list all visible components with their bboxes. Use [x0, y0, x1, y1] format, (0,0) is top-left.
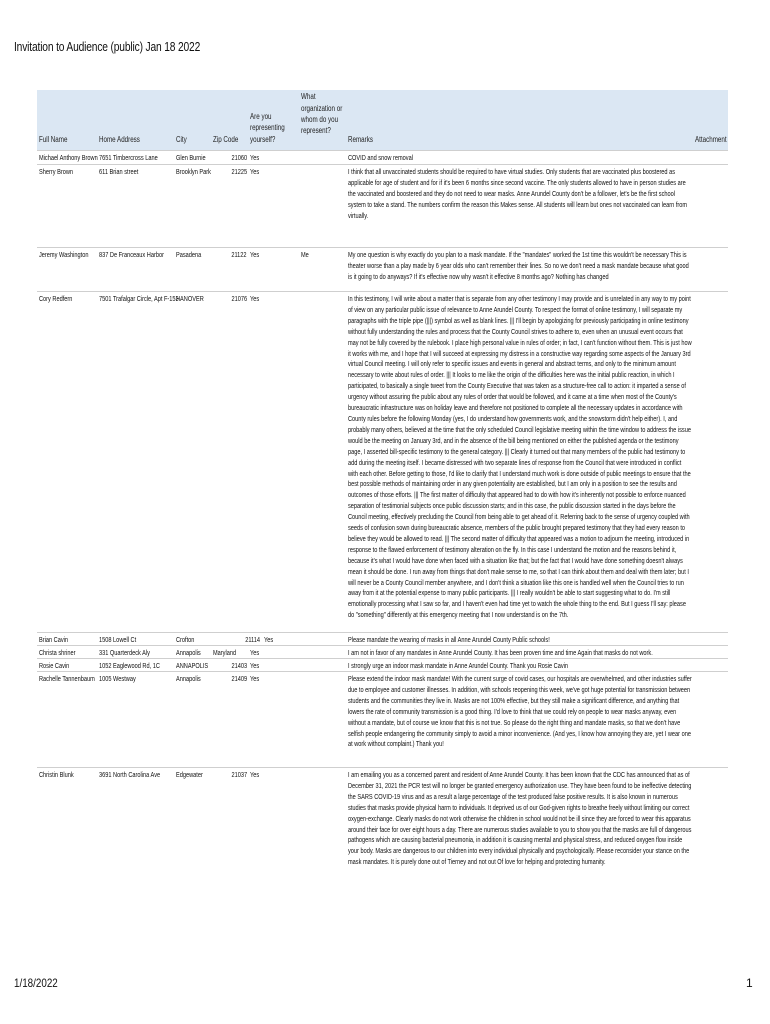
cell-home-address: 7651 Timbercross Lane: [99, 153, 158, 162]
cell-full-name: Jeremy Washington: [39, 250, 89, 259]
cell-remarks: COVID and snow removal: [348, 153, 413, 162]
cell-city: Annapolis: [176, 648, 201, 657]
cell-home-address: 1005 Westway: [99, 674, 136, 683]
cell-remarks: I think that all unvaccinated students should be required to have virtual studies. Only students that are vaccinated plus boostered as applicable for age of student and for if it's been 6 months since second vaccine. The only students allowed to have in person studies are the vaccinated and boostered and they do not need to wear masks. Anne Arundel County don't be a follower, let's be the first school system to take a stand. The numbers confirm the reason this Makes sense. All students will learn but ones not vaccinated can learn from virtually.: [348, 167, 688, 220]
header-representing-line2: representing: [250, 123, 285, 132]
cell-city: Glen Burnie: [176, 153, 206, 162]
cell-full-name: Sherry Brown: [39, 167, 74, 176]
table-row: [37, 247, 728, 292]
cell-remarks: Please extend the indoor mask mandate! With the current surge of covid cases, our hospitals are overwhelmed, and other industries suffer due to employee and customer illnesses. In addition, with schools reopening this week, we've got huge potential for transmission between students and the communities they live in. Masks are not 100% effective, but they still make a significant difference, and anything that lowers the rate of community transmission is a good thing. I'd love to think that we could rely on people to wear masks anyway, even without a mandate, but of course we know that this is not true. So please do the right thing and mandate masks, so that we don't have selfish people endangering the community simply to avoid a minor inconvenience. (And yes, I know how annoying they are, yet I wear one at work without complaint.) Thank you!: [348, 674, 692, 749]
cell-representing: Yes: [250, 770, 260, 779]
document-title: Invitation to Audience (public) Jan 18 2022: [14, 40, 201, 54]
cell-city: Annapolis: [176, 674, 201, 683]
cell-state: Maryland: [213, 648, 237, 657]
cell-representing: Yes: [250, 661, 260, 670]
header-organization-line1: What: [301, 92, 316, 101]
cell-home-address: 3691 North Carolina Ave: [99, 770, 161, 779]
cell-home-address: 611 Brian street: [99, 167, 139, 176]
cell-representing: Yes: [250, 250, 260, 259]
cell-zip-code: 21409: [231, 674, 247, 683]
table-row: [37, 150, 728, 165]
header-organization-line2: organization or: [301, 104, 343, 113]
footer-date: 1/18/2022: [14, 976, 58, 990]
table-row: [37, 671, 728, 758]
cell-representing: Yes: [250, 167, 260, 176]
cell-representing: Yes: [250, 674, 260, 683]
table-header: [37, 90, 728, 150]
cell-full-name: Rosie Cavin: [39, 661, 70, 670]
cell-home-address: 331 Quarterdeck Aly: [99, 648, 150, 657]
cell-remarks: In this testimony, I will write about a matter that is separate from any other testimony I may provide and is unrelated in any way to my point of view on any particular public issue of relevance to Anne Arundel County. To respect the format of online testimony, I will separate my paragraphs with the triple pipe (|||) symbol as well as blank lines. ||| I'll begin by apologizing for previously participating in online testimony without fully understanding the rules and process that the County Council strives to adhere to, even when an unusual event occurs that may not be fully covered by the rulebook. I place high personal value in rules of order; in fact, I can't function without them. This is just how it works with me, and I hope that I will succeed at expressing my distress in a constructive way regarding some aspects of the January 3rd virtual Council meeting. I will only refer to specific issues and events in general and abstract terms, and only to the minimum amount necessary to write about rules of order. ||| It looks to me like the origin of the difficulties here was the initial public reaction, in which I participated, to basically a single tweet from the County Executive that was taken as a structure-free call to action: it imparted a sense of urgency without assuring the public about any rules of order that would be followed, and it came at a time when most of the County's bureaucratic infrastructure was on holiday leave and therefore not positioned to complete all the necessary updates in accordance with County rules before the following Monday (yes, I do understand how governments work, and the snowstorm didn't help either). I, and probably many others, believed at the time that the only scheduled Council legislative meeting within the time window to address the issue would be the meeting on January 3rd, and in the absence of the bill being mentioned on either the published agenda or the testimony page, I asserted bill-specific testimony to the general category. ||| Clearly it turned out that many members of the public had testimony to add during the meeting itself. I became distressed with two separate lines of response from the Council that were introduced in conflict with each other. Before getting to those, I'd like to clarify that I understand much work is done outside of public meetings to ensure that the best possible methods of maintaining order in any given potentiality are established, but I am only in a position to see the results and outcomes of those efforts. ||| The first matter of difficulty that appeared had to do with how it's inherently not possible to enforce nuanced separation of testimonial subjects once public discussion starts; and in this case, the public discussion started in the days before the Council meeting, effectively precluding the Council from being able to get ahead of it. Referring back to the sense of urgency coupled with seeds of confusion sown during bureaucratic absence, members of the public brought prepared testimony that they had every reason to believe they would be allowed to read. ||| The second matter of difficulty that appeared was a motion to adjourn the meeting, introduced in response to the flawed enforcement of testimony alteration on the fly. In this case I understand the motion and the reasons behind it, because it's what I would have done when faced with a situation like that; but the fact that I would have done something doesn't always mean it should be done. I run away from things that don't make sense to me, so that I can think about them and deal with them later; but I will never be a County Council member anywhere, and I don't think a situation like this one is handled well when the Council tries to run away from it at the potential expense to many public participants. ||| I really wouldn't be able to start suggesting what to do. I'm still emotionally processing what I saw so far, and I haven't even had time yet to watch the whole thing to the end. But I guess I'll say: please do "something" differently at this emergency meeting that I now understand is on the 7th.: [348, 294, 692, 620]
header-representing-line3: yourself?: [250, 135, 276, 144]
table-row: [37, 658, 728, 672]
cell-zip-code: 21037: [231, 770, 247, 779]
cell-zip-code: 21076: [231, 294, 247, 303]
cell-zip-code: 21122: [231, 250, 247, 259]
cell-representing: Yes: [250, 294, 260, 303]
header-organization-line3: whom do you: [301, 115, 339, 124]
cell-remarks: I am emailing you as a concerned parent and resident of Anne Arundel County. It has been known that the CDC has announced that as of December 31, 2021 the PCR test will no longer be granted emergency authorization use. They have been found to be ineffective detecting the SARS COVID-19 virus and as a result a large percentage of the test produced false positive results. It is also known in numerous studies that masks provide physical harm to individuals. It deprived us of our God-given rights to breathe freely without limiting our correct oxygen-exchange. Clearly masks do not work otherwise the children in school would not be ill since they are forced to wear this apparatus around their face for over eight hours a day. There are numerous studies available to you to show you that the masks are full of dangerous pathogens which are causing bacterial pneumonia, in addition it is causing mental and physical stress, and reduced oxygen flow inside your body. Masks are dangerous to our children into every individual physically and psychologically. Please reconsider your stance on the mask mandates. It is purely done out of Tierney and not out Of love for helping and protecting humanity.: [348, 770, 692, 867]
header-organization-line4: represent?: [301, 126, 331, 135]
cell-zip-code: 21225: [231, 167, 247, 176]
header-remarks: Remarks: [348, 135, 373, 144]
cell-representing: Yes: [250, 648, 260, 657]
header-zip-code: Zip Code: [213, 135, 239, 144]
header-representing-line1: Are you: [250, 112, 272, 121]
header-city: City: [176, 135, 187, 144]
header-attachment: Attachment: [695, 135, 727, 144]
cell-home-address: 1052 Eaglewood Rd, 1C: [99, 661, 160, 670]
cell-home-address: 7501 Trafalgar Circle, Apt F-153: [99, 294, 179, 303]
table-row: [37, 632, 728, 646]
cell-home-address: 837 De Franceaux Harbor: [99, 250, 164, 259]
cell-full-name: Cory Redfern: [39, 294, 73, 303]
header-full-name: Full Name: [39, 135, 68, 144]
cell-remarks: Please mandate the wearing of masks in all Anne Arundel County Public schools!: [348, 635, 550, 644]
cell-remarks: I am not in favor of any mandates in Anne Arundel County. It has been proven time and time Again that masks do not work.: [348, 648, 653, 657]
cell-city: Crofton: [176, 635, 195, 644]
cell-city: Pasadena: [176, 250, 202, 259]
cell-city: HANOVER: [176, 294, 204, 303]
cell-home-address: 1508 Lowell Ct: [99, 635, 137, 644]
cell-city: Edgewater: [176, 770, 203, 779]
cell-zip-code: 21403: [231, 661, 247, 670]
cell-organization: Me: [301, 250, 309, 259]
cell-full-name: Brian Cavin: [39, 635, 69, 644]
table-row: [37, 164, 728, 221]
cell-zip-code: 21060: [231, 153, 247, 162]
cell-remarks: I strongly urge an indoor mask mandate in Anne Arundel County. Thank you Rosie Cavin: [348, 661, 569, 670]
cell-remarks: My one question is why exactly do you plan to a mask mandate. If the "mandates" worked the 1st time this wouldn't be necessary This is theater worse than a play made by 6 year olds who can't remember their lines. So no we don't need a mask mandate because what good is it going to do anyways? If it's effective now why wasn't it effective 8 months ago? Nothing has changed: [348, 250, 689, 281]
cell-representing: Yes: [264, 635, 274, 644]
cell-city: ANNAPOLIS: [176, 661, 209, 670]
cell-full-name: Christin Blunk: [39, 770, 74, 779]
table-row: [37, 645, 728, 659]
page-number: 1: [746, 976, 753, 990]
cell-full-name: Christa shriner: [39, 648, 76, 657]
cell-zip-code: 21114: [245, 635, 260, 644]
table-row: [37, 767, 728, 888]
table-row: [37, 291, 728, 633]
cell-representing: Yes: [250, 153, 260, 162]
cell-full-name: Rachelle Tannenbaum: [39, 674, 95, 683]
cell-city: Brooklyn Park: [176, 167, 211, 176]
cell-full-name: Michael Anthony Brown: [39, 153, 98, 162]
header-home-address: Home Address: [99, 135, 140, 144]
